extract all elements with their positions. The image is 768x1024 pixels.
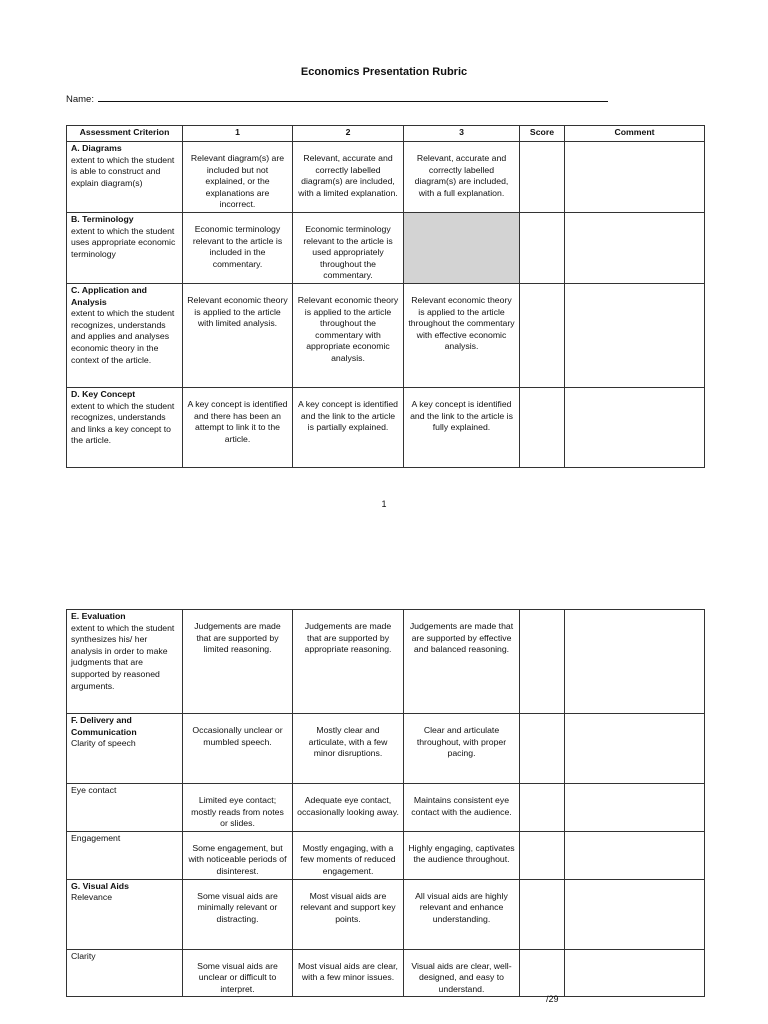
criterion-heading: C. Application and Analysis — [71, 284, 147, 307]
criterion-row — [67, 283, 705, 387]
score-cell[interactable] — [520, 949, 565, 997]
descriptor-text: Mostly clear and articulate, with a few minor disruptions. — [308, 725, 388, 759]
header-level-2: 2 — [293, 126, 404, 142]
comment-cell[interactable] — [565, 610, 705, 714]
criterion-description: Clarity — [71, 950, 96, 961]
criterion-cell — [67, 714, 183, 784]
level-2-descriptor — [293, 212, 404, 283]
level-2-descriptor — [293, 610, 404, 714]
criterion-heading: D. Key Concept — [71, 388, 136, 399]
descriptor-text: Occasionally unclear or mumbled speech. — [192, 725, 283, 747]
level-3-descriptor — [404, 387, 520, 467]
descriptor-text: Judgements are made that are supported by effective and balanced reasoning. — [409, 621, 514, 655]
level-1-descriptor — [183, 610, 293, 714]
level-1-descriptor — [183, 784, 293, 832]
score-cell[interactable] — [520, 831, 565, 879]
level-3-descriptor — [404, 212, 520, 283]
comment-cell[interactable] — [565, 142, 705, 213]
comment-cell[interactable] — [565, 714, 705, 784]
criterion-row — [67, 879, 705, 949]
criterion-row — [67, 387, 705, 467]
criterion-description: extent to which the student is able to construct and explain diagram(s) — [71, 154, 175, 188]
descriptor-text: Mostly engaging, with a few moments of reduced engagement. — [300, 842, 396, 876]
level-2-descriptor — [293, 387, 404, 467]
criterion-cell — [67, 610, 183, 714]
comment-cell[interactable] — [565, 283, 705, 387]
document-title: Economics Presentation Rubric — [300, 66, 468, 78]
level-1-descriptor — [183, 714, 293, 784]
criterion-description: extent to which the student uses appropriate economic terminology — [71, 225, 176, 259]
descriptor-text: Economic terminology relevant to the article is included in the commentary. — [192, 223, 283, 269]
score-cell[interactable] — [520, 283, 565, 387]
level-1-descriptor — [183, 283, 293, 387]
descriptor-text: Most visual aids are clear, with a few minor issues. — [298, 960, 398, 983]
criterion-cell — [67, 142, 183, 213]
criterion-row — [67, 142, 705, 213]
criterion-heading: A. Diagrams — [71, 143, 122, 153]
criterion-cell — [67, 784, 183, 832]
score-cell[interactable] — [520, 610, 565, 714]
descriptor-text: Relevant economic theory is applied to the article throughout the commentary with appropriate economic analysis. — [297, 294, 399, 363]
page-number: 1 — [381, 499, 387, 509]
descriptor-text: Relevant economic theory is applied to the article with limited analysis. — [187, 294, 288, 329]
level-2-descriptor — [293, 831, 404, 879]
descriptor-text: Relevant, accurate and correctly labelled diagram(s) are included, with a limited explanation. — [298, 153, 398, 198]
criterion-heading: E. Evaluation — [71, 611, 126, 621]
score-cell[interactable] — [520, 714, 565, 784]
level-2-descriptor — [293, 142, 404, 213]
score-cell[interactable] — [520, 387, 565, 467]
descriptor-text: Some visual aids are minimally relevant or distracting. — [197, 890, 278, 924]
descriptor-text: Some engagement, but with noticeable periods of disinterest. — [188, 842, 287, 876]
descriptor-text: A key concept is identified and the link to the article is partially explained. — [298, 398, 398, 433]
descriptor-text: Adequate eye contact, occasionally looking away. — [297, 795, 399, 817]
rubric-table-page-2 — [66, 609, 705, 997]
criterion-cell — [67, 831, 183, 879]
level-2-descriptor — [293, 784, 404, 832]
level-1-descriptor — [183, 387, 293, 467]
criterion-description: Engagement — [71, 832, 121, 843]
criterion-description: Eye contact — [71, 785, 117, 795]
level-2-descriptor — [293, 714, 404, 784]
header-comment: Comment — [565, 126, 705, 142]
descriptor-text: Limited eye contact; mostly reads from notes or slides. — [191, 795, 284, 829]
descriptor-text: All visual aids are highly relevant and enhance understanding. — [415, 890, 508, 924]
criterion-description: Clarity of speech — [71, 738, 136, 749]
descriptor-text: Most visual aids are relevant and support key points. — [300, 890, 396, 924]
descriptor-text: Economic terminology relevant to the article is used appropriately throughout the commentary. — [303, 223, 393, 281]
criterion-description: extent to which the student recognizes, understands and applies and analyses economic theory in the context of the article. — [71, 308, 175, 365]
criterion-row — [67, 714, 705, 784]
rubric-table-page-1 — [66, 125, 705, 468]
criterion-cell — [67, 283, 183, 387]
level-3-descriptor — [404, 283, 520, 387]
level-3-descriptor — [404, 714, 520, 784]
level-2-descriptor — [293, 283, 404, 387]
comment-cell[interactable] — [565, 212, 705, 283]
comment-cell[interactable] — [565, 949, 705, 997]
score-cell[interactable] — [520, 879, 565, 949]
level-2-descriptor — [293, 879, 404, 949]
level-3-descriptor — [404, 879, 520, 949]
criterion-cell — [67, 387, 183, 467]
descriptor-text: Judgements are made that are supported by limited reasoning. — [194, 621, 281, 655]
score-cell[interactable] — [520, 142, 565, 213]
level-3-descriptor — [404, 784, 520, 832]
score-total: /29 — [546, 994, 559, 1004]
level-1-descriptor — [183, 879, 293, 949]
criterion-cell — [67, 949, 183, 997]
comment-cell[interactable] — [565, 831, 705, 879]
criterion-row — [67, 949, 705, 997]
name-field[interactable] — [66, 92, 608, 105]
descriptor-text: Highly engaging, captivates the audience throughout. — [408, 842, 515, 865]
level-3-descriptor — [404, 949, 520, 997]
header-row — [67, 126, 705, 142]
level-1-descriptor — [183, 142, 293, 213]
descriptor-text: Judgements are made that are supported by appropriate reasoning. — [304, 621, 392, 655]
criterion-row — [67, 831, 705, 879]
header-criterion: Assessment Criterion — [67, 126, 183, 142]
descriptor-text: Relevant economic theory is applied to the article throughout the commentary with effective economic analysis. — [408, 294, 515, 352]
criterion-heading: G. Visual Aids — [71, 880, 129, 891]
header-level-3: 3 — [404, 126, 520, 142]
criterion-row — [67, 610, 705, 714]
level-3-descriptor — [404, 142, 520, 213]
criterion-heading: F. Delivery and Communication — [71, 715, 137, 737]
criterion-cell — [67, 879, 183, 949]
level-3-descriptor — [404, 831, 520, 879]
criterion-heading: B. Terminology — [71, 213, 134, 224]
level-1-descriptor — [183, 949, 293, 997]
level-2-descriptor — [293, 949, 404, 997]
criterion-description: Relevance — [71, 892, 113, 903]
name-label: Name: — [66, 94, 94, 105]
descriptor-text: A key concept is identified and the link to the article is fully explained. — [410, 398, 513, 433]
criterion-description: extent to which the student synthesizes his/ her analysis in order to make judgments that are supported by reasoned arguments. — [71, 622, 175, 691]
descriptor-text: Clear and articulate throughout, with proper pacing. — [416, 725, 507, 759]
comment-cell[interactable] — [565, 879, 705, 949]
name-underline[interactable] — [98, 92, 608, 102]
comment-cell[interactable] — [565, 387, 705, 467]
comment-cell[interactable] — [565, 784, 705, 832]
level-1-descriptor — [183, 831, 293, 879]
header-score: Score — [520, 126, 565, 142]
descriptor-text: Relevant diagram(s) are included but not explained, or the explanations are incorrect. — [190, 153, 285, 210]
descriptor-text: Maintains consistent eye contact with the audience. — [411, 795, 512, 817]
descriptor-text: Some visual aids are unclear or difficult to interpret. — [197, 960, 278, 994]
descriptor-text: Relevant, accurate and correctly labelled diagram(s) are included, with a full explanation. — [414, 153, 509, 198]
descriptor-text: Visual aids are clear, well-designed, and easy to understand. — [411, 960, 512, 994]
level-1-descriptor — [183, 212, 293, 283]
descriptor-text: A key concept is identified and there has been an attempt to link it to the article. — [187, 398, 288, 444]
criterion-cell — [67, 212, 183, 283]
criterion-row — [67, 212, 705, 283]
score-cell[interactable] — [520, 212, 565, 283]
score-cell[interactable] — [520, 784, 565, 832]
header-level-1: 1 — [183, 126, 293, 142]
criterion-description: extent to which the student recognizes, understands and links a key concept to the article. — [71, 400, 175, 446]
level-3-descriptor — [404, 610, 520, 714]
criterion-row — [67, 784, 705, 832]
